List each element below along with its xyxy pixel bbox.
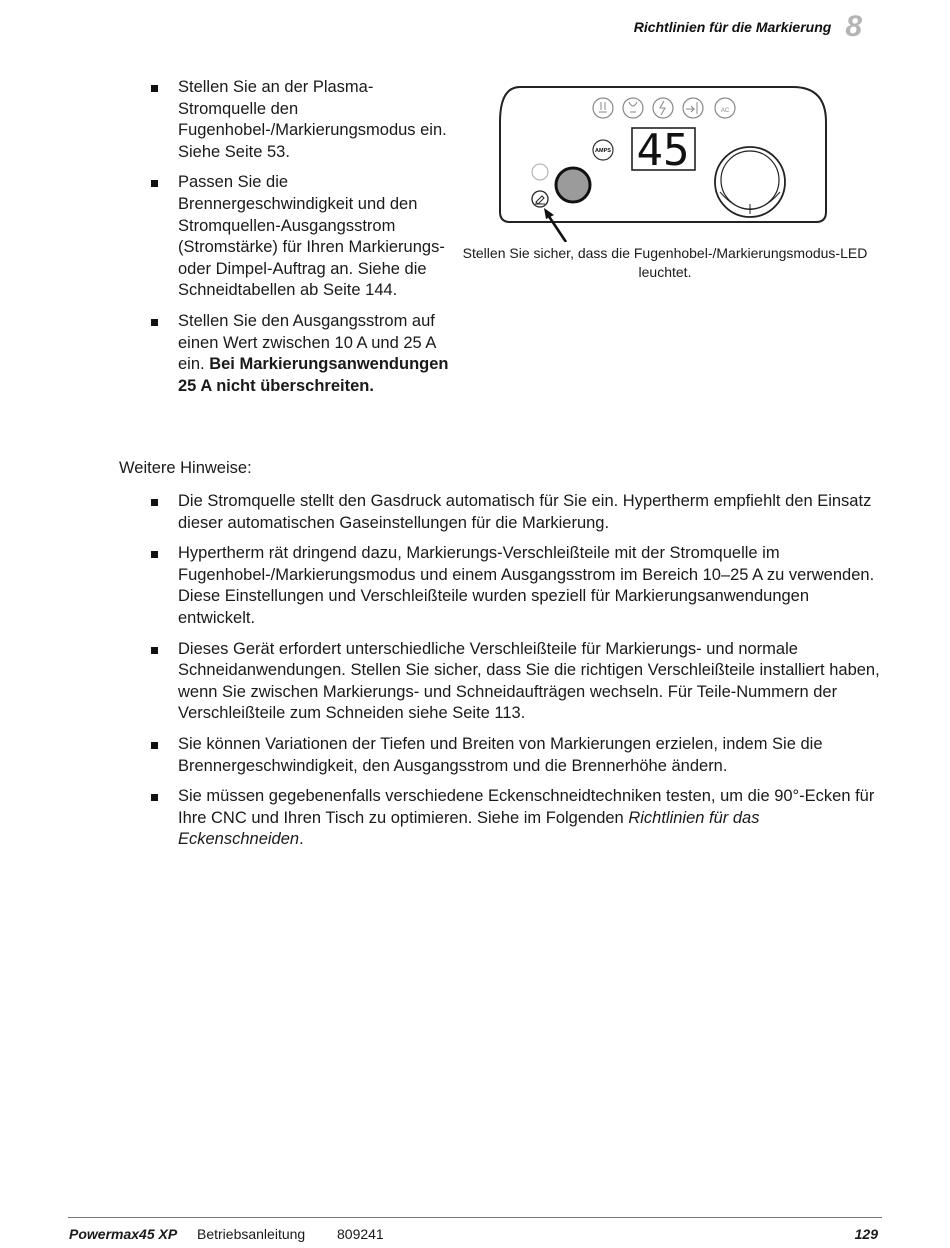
list-item: Hypertherm rät dringend dazu, Markierungs-Verschleißteile mit der Stromquelle im Fugenhobel-/Markierungsmodus und einem Ausgangsstrom im Bereich 10–25 A zu verwenden. Diese Einstellungen und Verschleißteile wurden speziell für Markierungsanwendungen entwickelt. bbox=[119, 543, 889, 629]
control-panel-figure bbox=[458, 82, 876, 247]
display-value: 45 bbox=[636, 125, 690, 176]
page-header bbox=[634, 12, 862, 42]
footer-divider bbox=[68, 1217, 882, 1218]
list-item: Dieses Gerät erfordert unterschiedliche Verschleißteile für Markierungs- und normale Schneidanwendungen. Stellen Sie sicher, dass Sie die richtigen Verschleißteile installiert haben, wenn Sie zwischen Markierungs- und Schneidaufträgen wechseln. Für Teile-Nummern der Verschleißteile zum Schneiden siehe Seite 113. bbox=[119, 639, 889, 725]
setup-steps bbox=[119, 77, 449, 406]
section-title: Richtlinien für die Markierung bbox=[633, 19, 832, 35]
document-type: Betriebsanleitung bbox=[197, 1226, 306, 1242]
further-notes-heading: Weitere Hinweise: bbox=[119, 459, 252, 477]
list-item: Die Stromquelle stellt den Gasdruck automatisch für Sie ein. Hypertherm empfiehlt den Einsatz dieser automatischen Gaseinstellungen für die Markierung. bbox=[119, 491, 889, 534]
mode-selector-button bbox=[556, 168, 590, 202]
further-notes bbox=[119, 491, 889, 860]
control-panel-illustration bbox=[458, 82, 876, 242]
document-number: 809241 bbox=[337, 1226, 384, 1242]
warning-text: Bei Markierungsanwendungen 25 A nicht überschreiten. bbox=[178, 355, 449, 395]
page-footer bbox=[69, 1226, 878, 1246]
ac-label: AC bbox=[720, 108, 730, 114]
product-name: Powermax45 XP bbox=[69, 1226, 178, 1242]
list-item: Stellen Sie an der Plasma-Stromquelle den Fugenhobel-/Markierungsmodus ein. Siehe Seite 53. bbox=[119, 77, 449, 163]
list-item: Stellen Sie den Ausgangsstrom auf einen Wert zwischen 10 A und 25 A ein. Bei Markierungsanwendungen 25 A nicht überschreiten. bbox=[119, 311, 449, 397]
list-item: Sie müssen gegebenenfalls verschiedene Eckenschneidtechniken testen, um die 90°-Ecken für Ihre CNC und Ihren Tisch zu optimieren. Siehe im Folgenden Richtlinien für das Eckenschneiden. bbox=[119, 786, 889, 851]
figure-caption: Stellen Sie sicher, dass die Fugenhobel-/Markierungsmodus-LED leuchtet. bbox=[462, 245, 868, 280]
mode-led-mark-icon bbox=[532, 191, 548, 207]
amps-label: AMPS bbox=[595, 148, 611, 154]
list-item: Passen Sie die Brennergeschwindigkeit und den Stromquellen-Ausgangsstrom (Stromstärke) für Ihren Markierungs- oder Dimpel-Auftrag an. Siehe die Schneidtabellen ab Seite 144. bbox=[119, 172, 449, 302]
page-number: 129 bbox=[854, 1226, 878, 1242]
mode-led-cut-icon bbox=[532, 164, 548, 180]
cross-reference-link[interactable]: Richtlinien für das Eckenschneiden bbox=[178, 808, 760, 849]
list-item: Sie können Variationen der Tiefen und Breiten von Markierungen erzielen, indem Sie die Brennergeschwindigkeit, den Ausgangsstrom und die Brennerhöhe ändern. bbox=[119, 734, 889, 777]
chapter-number: 8 bbox=[845, 10, 862, 43]
